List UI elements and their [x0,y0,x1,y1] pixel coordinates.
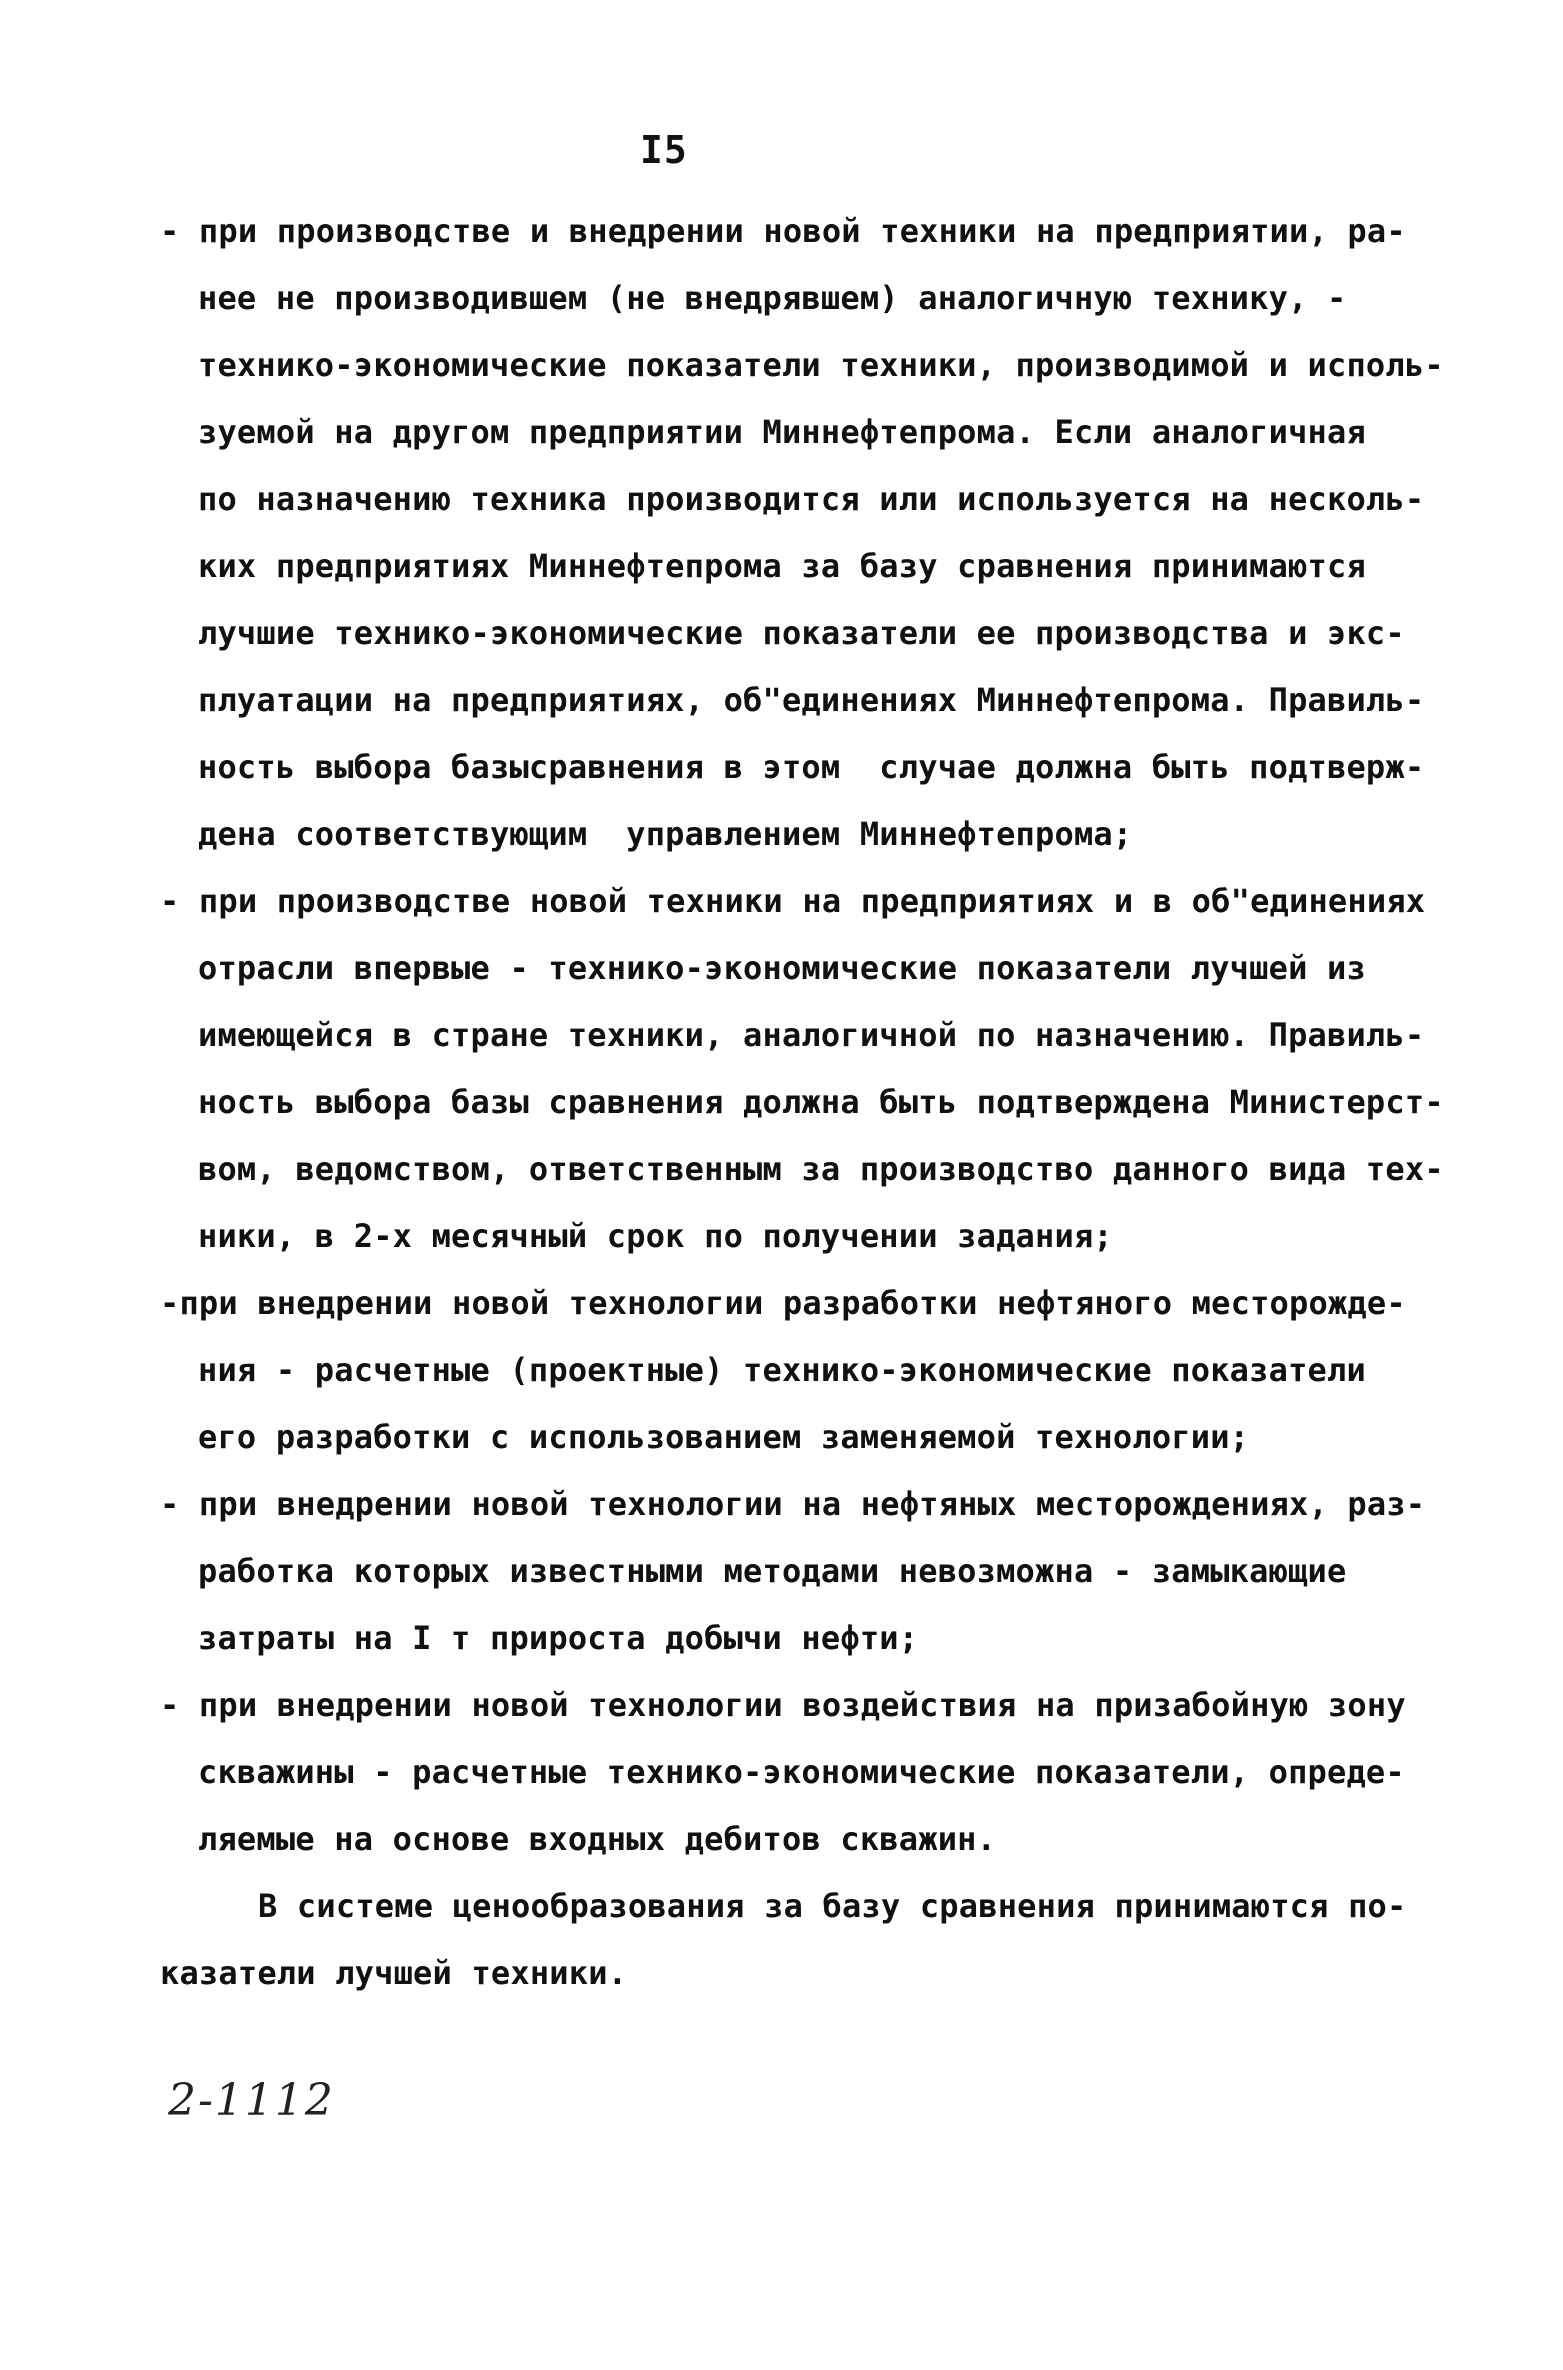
text-line: технико-экономические показатели техники, производимой и исполь- [198,346,1444,384]
text-line: затраты на I т прироста добычи нефти; [198,1619,919,1657]
text-line: дена соответствующим управлением Миннефтепрома; [198,815,1133,853]
page-number: I5 [640,128,688,172]
text-line: ния - расчетные (проектные) технико-экономические показатели [198,1351,1366,1389]
text-line: - при производстве новой техники на предприятиях и в об"единениях [160,882,1426,920]
text-line: плуатации на предприятиях, об"единениях Миннефтепрома. Правиль- [198,681,1425,719]
text-line: казатели лучшей техники. [160,1954,628,1992]
text-line: отрасли впервые - технико-экономические показатели лучшей из [198,949,1366,987]
text-line: - при производстве и внедрении новой техники на предприятии, ра- [160,212,1406,250]
text-line: ность выбора базысравнения в этом случае должна быть подтверж- [198,748,1425,786]
text-line: -при внедрении новой технологии разработки нефтяного месторожде- [160,1284,1406,1322]
text-line: по назначению техника производится или используется на несколь- [198,480,1425,518]
text-line: - при внедрении новой технологии на нефтяных месторождениях, раз- [160,1485,1426,1523]
text-line: ляемые на основе входных дебитов скважин. [198,1820,997,1858]
text-line: ких предприятиях Миннефтепрома за базу сравнения принимаются [198,547,1366,585]
text-line: В системе ценообразования за базу сравнения принимаются по- [258,1887,1407,1925]
text-line: вом, ведомством, ответственным за производство данного вида тех- [198,1150,1444,1188]
text-line: ность выбора базы сравнения должна быть подтверждена Министерст- [198,1083,1444,1121]
handwritten-note: 2-1112 [168,2075,335,2126]
body-text [160,198,1500,2007]
text-line: лучшие технико-экономические показатели ее производства и экс- [198,614,1405,652]
text-line: ники, в 2-х месячный срок по получении задания; [198,1217,1113,1255]
text-line: имеющейся в стране техники, аналогичной по назначению. Правиль- [198,1016,1425,1054]
text-line: его разработки с использованием заменяемой технологии; [198,1418,1250,1456]
text-line: скважины - расчетные технико-экономические показатели, опреде- [198,1753,1405,1791]
text-line: зуемой на другом предприятии Миннефтепрома. Если аналогичная [198,413,1366,451]
text-line: - при внедрении новой технологии воздействия на призабойную зону [160,1686,1406,1724]
text-line: нее не производившем (не внедрявшем) аналогичную технику, - [198,279,1347,317]
text-line: работка которых известными методами невозможна - замыкающие [198,1552,1347,1590]
